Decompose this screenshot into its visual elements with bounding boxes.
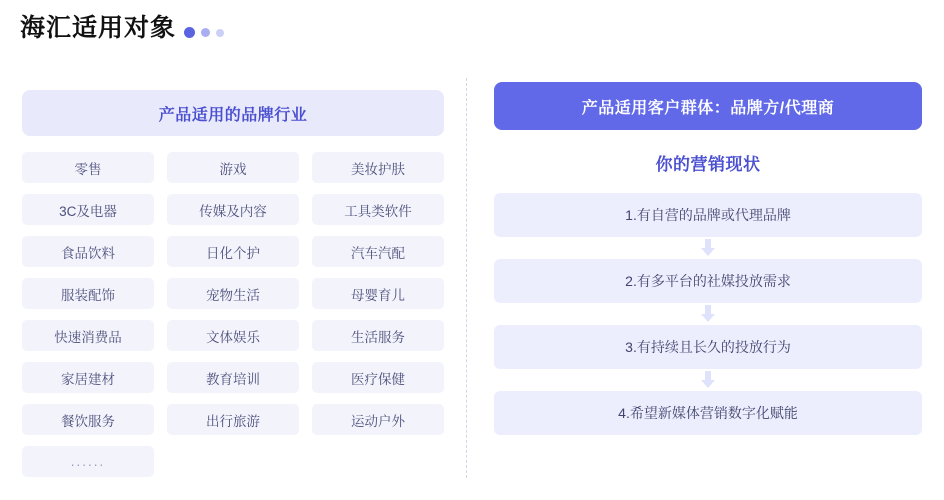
decoration-dot-small	[216, 29, 224, 37]
industry-cell[interactable]: 零售	[22, 152, 154, 183]
marketing-status-steps	[494, 193, 922, 435]
marketing-status-subheader: 你的营销现状	[655, 155, 761, 174]
marketing-status-step[interactable]: 4.希望新媒体营销数字化赋能	[494, 391, 922, 435]
industry-cell[interactable]: 医疗保健	[312, 362, 444, 393]
customer-group-header: 产品适用客户群体：品牌方/代理商	[494, 82, 922, 130]
arrow-down-icon	[494, 303, 922, 325]
page-title: 海汇适用对象	[20, 14, 177, 42]
brand-industry-panel	[22, 90, 444, 477]
industry-cell[interactable]: 教育培训	[167, 362, 299, 393]
industry-cell[interactable]: 宠物生活	[167, 278, 299, 309]
industry-cell[interactable]: 家居建材	[22, 362, 154, 393]
industry-cell[interactable]: 餐饮服务	[22, 404, 154, 435]
industry-cell[interactable]: 3C及电器	[22, 194, 154, 225]
industry-cell[interactable]: 文体娱乐	[167, 320, 299, 351]
marketing-status-step[interactable]: 1.有自营的品牌或代理品牌	[494, 193, 922, 237]
brand-industry-header: 产品适用的品牌行业	[22, 90, 444, 136]
industry-cell[interactable]: 快速消费品	[22, 320, 154, 351]
title-row	[20, 16, 230, 41]
title-decoration-dots	[184, 27, 230, 38]
arrow-down-icon	[494, 237, 922, 259]
brand-industry-grid	[22, 152, 444, 477]
arrow-down-icon	[494, 369, 922, 391]
industry-cell[interactable]: 汽车汽配	[312, 236, 444, 267]
industry-cell[interactable]: 游戏	[167, 152, 299, 183]
customer-group-panel	[494, 82, 922, 435]
industry-cell-more[interactable]: ......	[22, 446, 154, 477]
industry-cell[interactable]: 食品饮料	[22, 236, 154, 267]
industry-cell[interactable]: 传媒及内容	[167, 194, 299, 225]
industry-cell[interactable]: 日化个护	[167, 236, 299, 267]
industry-cell[interactable]: 生活服务	[312, 320, 444, 351]
vertical-divider	[466, 78, 467, 478]
industry-cell[interactable]: 母婴育儿	[312, 278, 444, 309]
industry-cell[interactable]: 工具类软件	[312, 194, 444, 225]
marketing-status-step[interactable]: 3.有持续且长久的投放行为	[494, 325, 922, 369]
decoration-dot-large	[184, 27, 195, 38]
industry-cell[interactable]: 服装配饰	[22, 278, 154, 309]
industry-cell[interactable]: 美妆护肤	[312, 152, 444, 183]
decoration-dot-medium	[201, 28, 210, 37]
industry-cell[interactable]: 出行旅游	[167, 404, 299, 435]
marketing-status-step[interactable]: 2.有多平台的社媒投放需求	[494, 259, 922, 303]
industry-cell[interactable]: 运动户外	[312, 404, 444, 435]
